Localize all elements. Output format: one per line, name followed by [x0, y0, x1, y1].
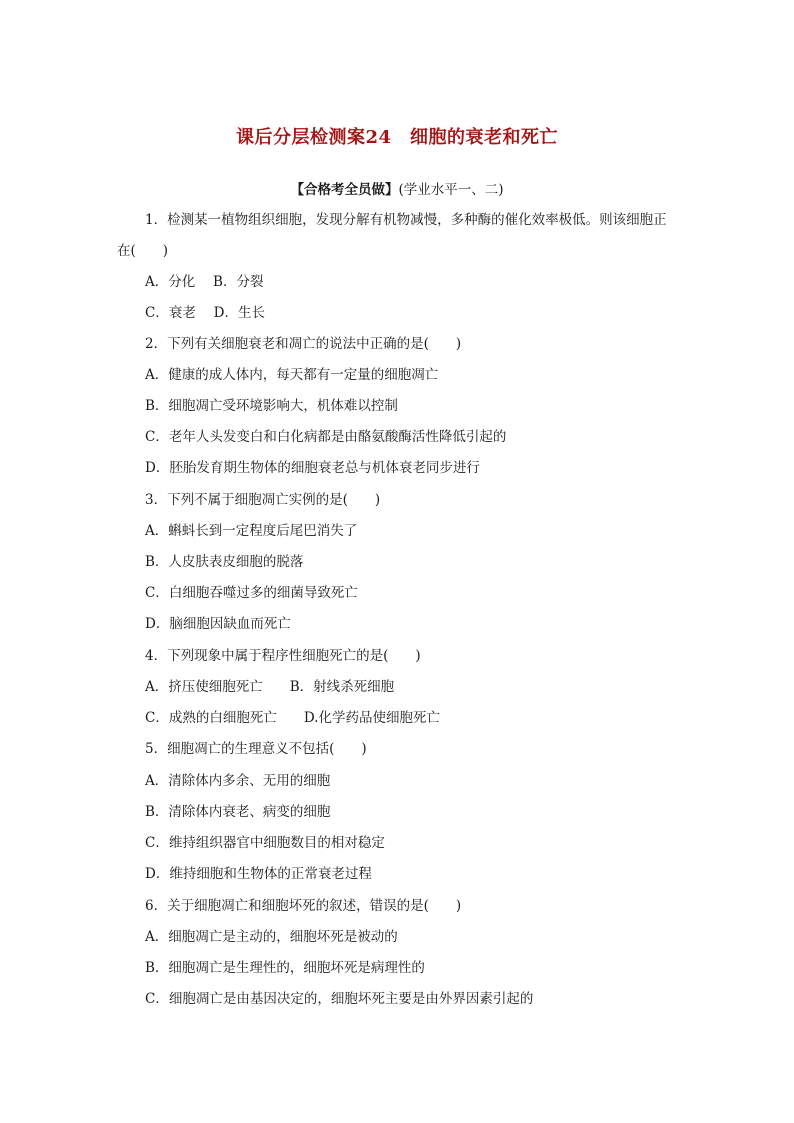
question-2-option-c: C．老年人头发变白和白化病都是由酪氨酸酶活性降低引起的	[145, 429, 507, 445]
question-3-option-d: D．脑细胞因缺血而死亡	[145, 616, 291, 632]
question-3-option-b: B．人皮肤表皮细胞的脱落	[145, 554, 304, 570]
section-heading	[0, 178, 794, 198]
question-2-option-b: B．细胞凋亡受环境影响大，机体难以控制	[145, 398, 398, 414]
question-1-options-cd: C．衰老 D．生长	[145, 305, 265, 321]
question-2-stem: 2．下列有关细胞衰老和凋亡的说法中正确的是( )	[145, 336, 462, 352]
question-4-options-ab: A．挤压使细胞死亡 B．射线杀死细胞	[145, 679, 395, 695]
question-4-stem: 4．下列现象中属于程序性细胞死亡的是( )	[145, 648, 421, 664]
question-5-option-a: A．清除体内多余、无用的细胞	[145, 773, 331, 789]
question-6-option-b: B．细胞凋亡是生理性的，细胞坏死是病理性的	[145, 960, 425, 976]
question-1-stem-continued: 在( )	[117, 243, 169, 259]
question-5-option-d: D．维持细胞和生物体的正常衰老过程	[145, 866, 372, 882]
question-2-option-a: A．健康的成人体内，每天都有一定量的细胞凋亡	[145, 367, 439, 383]
section-bracket-label: 【合格考全员做】	[290, 182, 399, 198]
question-5-stem: 5．细胞凋亡的生理意义不包括( )	[145, 741, 367, 757]
question-5-option-c: C．维持组织器官中细胞数目的相对稳定	[145, 835, 385, 851]
question-3-option-a: A．蝌蚪长到一定程度后尾巴消失了	[145, 523, 358, 539]
question-1-options-ab: A．分化 B．分裂	[145, 274, 264, 290]
question-4-options-cd: C．成熟的白细胞死亡 D.化学药品使细胞死亡	[145, 710, 440, 726]
section-level: (学业水平一、二)	[398, 182, 504, 198]
page-title: 课后分层检测案24 细胞的衰老和死亡	[235, 127, 559, 148]
question-1-stem: 1．检测某一植物组织细胞，发现分解有机物减慢，多种酶的催化效率极低。则该细胞正	[145, 212, 667, 228]
question-3-option-c: C．白细胞吞噬过多的细菌导致死亡	[145, 585, 358, 601]
question-6-stem: 6．关于细胞凋亡和细胞坏死的叙述，错误的是( )	[145, 898, 462, 914]
question-2-option-d: D．胚胎发育期生物体的细胞衰老总与机体衰老同步进行	[145, 460, 480, 476]
question-3-stem: 3．下列不属于细胞凋亡实例的是( )	[145, 492, 381, 508]
question-6-option-c: C．细胞凋亡是由基因决定的，细胞坏死主要是由外界因素引起的	[145, 991, 534, 1007]
question-5-option-b: B．清除体内衰老、病变的细胞	[145, 804, 331, 820]
question-6-option-a: A．细胞凋亡是主动的，细胞坏死是被动的	[145, 929, 398, 945]
